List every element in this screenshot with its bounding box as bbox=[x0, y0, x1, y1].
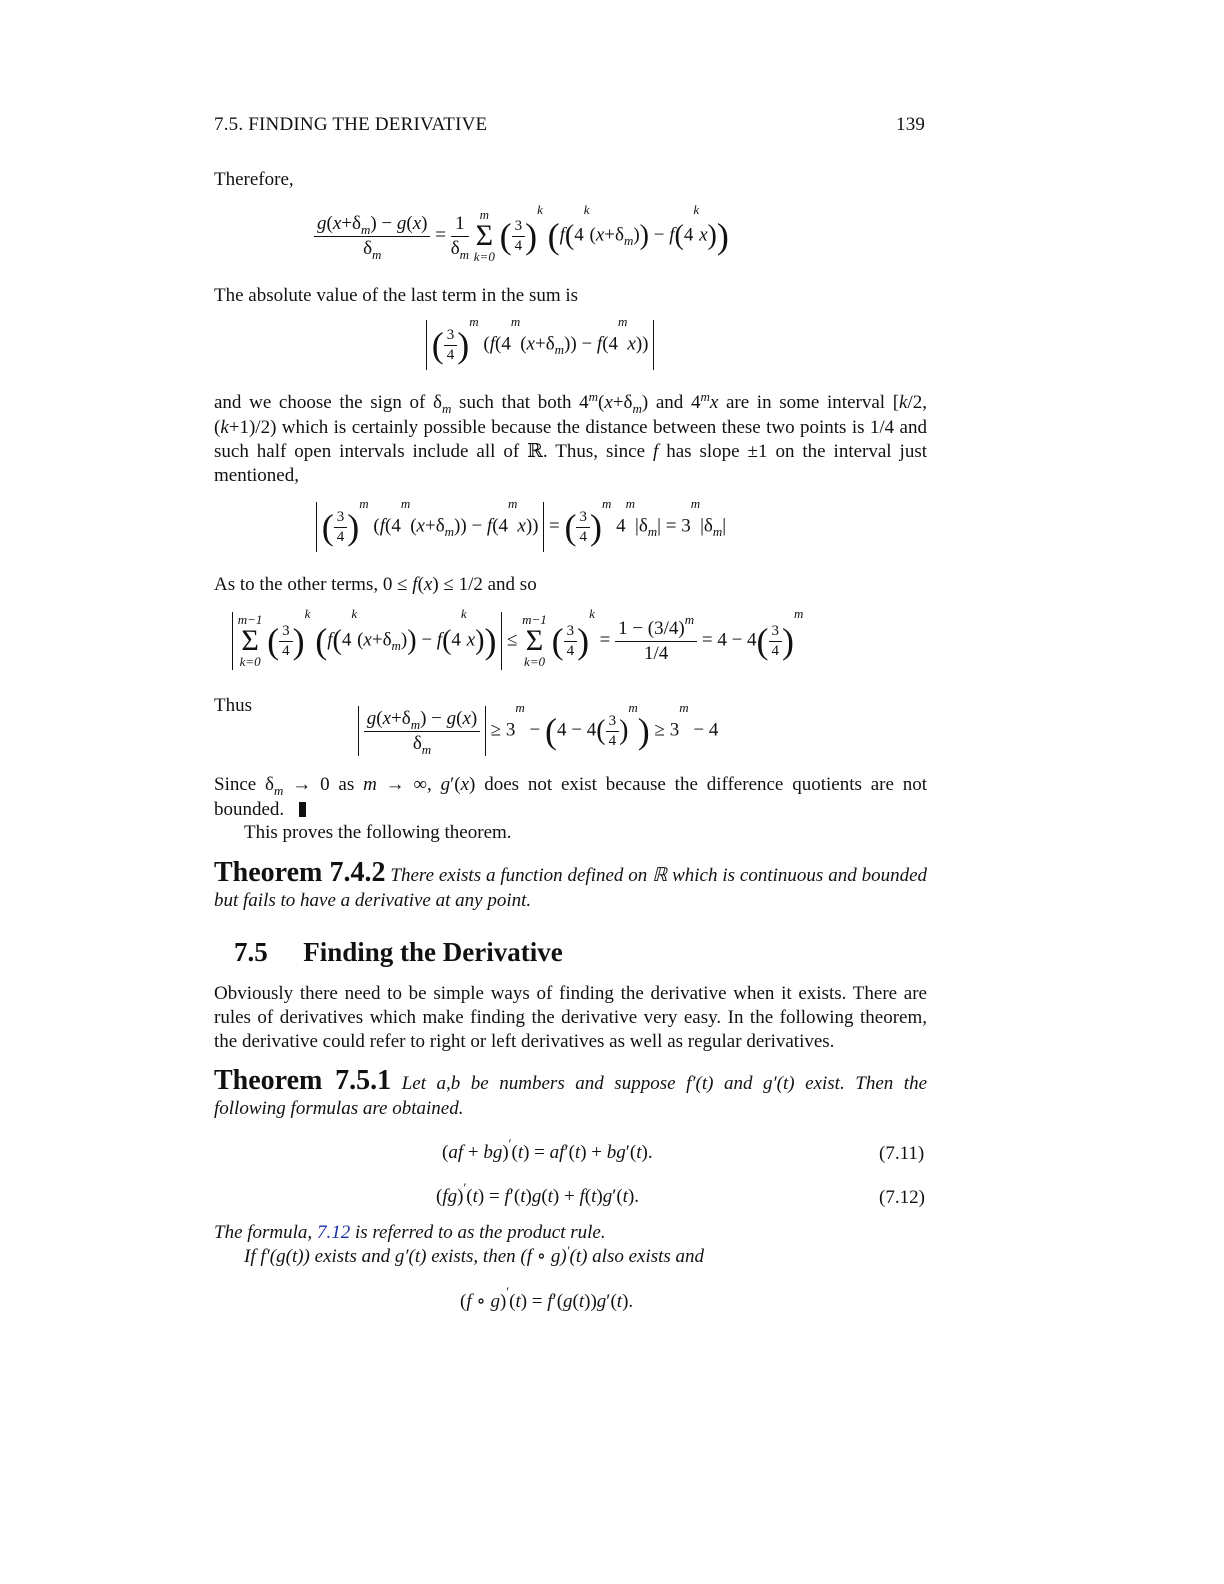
equation-7-11: (af + bg)′(t) = af′(t) + bg′(t). bbox=[442, 1136, 653, 1163]
para-abs-value: The absolute value of the last term in the sum is bbox=[214, 285, 579, 306]
para-choose-sign: and we choose the sign of $\delta_m$ such that both $4^m(x+\delta_m)$ and 4$^m$x are in some interval [k/2,(k+1)/2) which is certainly possible because the distance between these two points is 1/4 and such half open intervals include all of ℝ. Thus, since f has slope ±1 on the interval just mentioned, bbox=[214, 389, 927, 486]
para-thus: Thus bbox=[214, 695, 252, 716]
equation-slope-estimate: ( $\frac{3}{4}$ )$^m$ $(f(4^m(x+\delta_m)) - f(4^mx))$ = ( $\frac{3}{4}$ )$^m$ $4^m|\delta_m| = 3^m|\delta_m|$ bbox=[316, 502, 726, 552]
equation-difference-quotient: $\frac{g(x+\delta_m) - g(x)}{\delta_m}$ = $\frac{1}{\delta_m}$ m Σ k=0 ( $\frac{3}{4}$ )$^k$ $(f(4^k(x+\delta_m)) - f(4^kx))$ bbox=[314, 208, 729, 264]
para-obviously: Obviously there need to be simple ways of finding the derivative when it exists. There are rules of derivatives which make finding the derivative very easy. In the following theorem, the derivative could refer to right or left derivatives as well as regular derivatives. bbox=[214, 983, 927, 1052]
section-number: 7.5 bbox=[234, 937, 268, 967]
theorem-7-5-1-body: Let a,b be numbers and suppose f′(t) and g′(t) exist. Then the following formulas are obtained. bbox=[214, 1073, 928, 1119]
equation-chain-rule: (f ∘ g)′(t) = f′(g(t))g′(t). bbox=[460, 1284, 634, 1312]
product-rule-note: The formula, 7.12 is referred to as the product rule. bbox=[214, 1222, 606, 1243]
para-since: Since $\delta_m \to 0$ as m → ∞, g′(x) does not exist because the difference quotients are not bounded. bbox=[214, 774, 928, 820]
theorem-7-4-2 bbox=[214, 857, 928, 913]
para-proves: This proves the following theorem. bbox=[244, 822, 512, 843]
theorem-7-5-1-title: Theorem 7.5.1 bbox=[214, 1065, 392, 1096]
equation-7-12: (fg)′(t) = f′(t)g(t) + f(t)g′(t). bbox=[436, 1180, 640, 1207]
equation-7-12-label: (7.12) bbox=[879, 1187, 925, 1208]
equation-last-term: ( $\frac{3}{4}$ )$^m$ $(f(4^m(x+\delta_m)) - f(4^mx))$ bbox=[426, 320, 654, 370]
running-header: 7.5. FINDING THE DERIVATIVE bbox=[214, 114, 488, 135]
qed-mark bbox=[299, 802, 306, 817]
equation-lower-bound: $\frac{g(x+\delta_m) - g(x)}{\delta_m}$ ≥ $3^m - (4 - 4$( $\frac{3}{4}$ )$^m) \ge 3^m - 4$ bbox=[358, 706, 718, 756]
para-therefore: Therefore, bbox=[214, 169, 294, 190]
equation-other-terms-bound: m−1 Σ k=0 ( $\frac{3}{4}$ )$^k$ $(f(4^k(x+\delta_m)) - f(4^kx))$ ≤ m−1 Σ k=0 ( $\frac{3}{4}$ )$^k$ = $\frac{1 - (3/4)^m}{1/4}$ = 4 − 4( $\frac{3}{4}$ )$^m$ bbox=[232, 612, 803, 670]
theorem-7-5-1 bbox=[214, 1065, 928, 1121]
equation-7-11-label: (7.11) bbox=[879, 1143, 925, 1164]
theorem-7-4-2-body: There exists a function defined on ℝ which is continuous and bounded but fails to have a derivative at any point. bbox=[214, 865, 928, 911]
para-other-terms: As to the other terms, 0 ≤ f(x) ≤ 1/2 and so bbox=[214, 574, 537, 595]
equation-reference-link[interactable]: 7.12 bbox=[316, 1222, 351, 1243]
section-heading bbox=[234, 937, 563, 968]
section-title: Finding the Derivative bbox=[303, 937, 563, 967]
page-number: 139 bbox=[896, 114, 926, 135]
theorem-7-4-2-title: Theorem 7.4.2 bbox=[214, 857, 386, 888]
chain-rule-intro: If f′(g(t)) exists and g′(t) exists, then (f ∘ g)′(t) also exists and bbox=[244, 1243, 705, 1267]
